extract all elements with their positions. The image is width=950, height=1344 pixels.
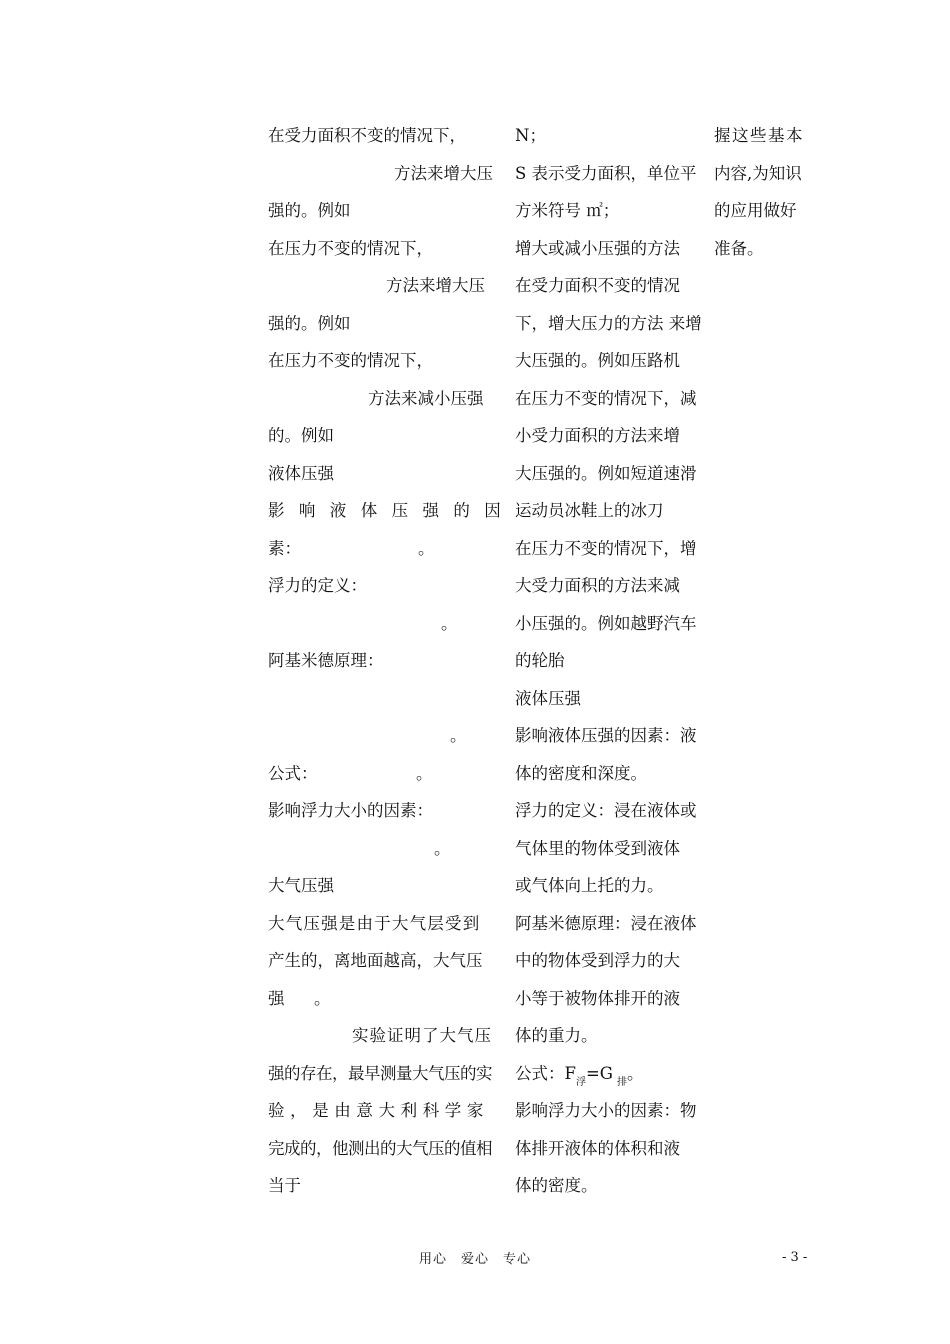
notes-column [714,117,810,267]
text-line: 的轮胎 [515,651,565,670]
text-line [268,680,500,718]
text-line: 大受力面积的方法来减 [515,576,680,595]
text-line: 体排开液体的体积和液 [515,1138,680,1158]
answer-column [515,117,701,1205]
text-line: 或气体向上托的力。 [515,876,664,895]
text-line: 小压强的。例如越野汽车 [515,613,697,633]
text-line: 下，增大压力的方法 来增 [515,313,702,333]
text-line [268,980,500,1018]
text-line: 中的物体受到浮力的大 [515,951,680,970]
formula-text: 。 [626,1063,644,1083]
section-heading: 液体压强 [268,463,334,483]
text-line: 强的。例如 [268,201,351,220]
text-fragment: 强 [268,988,285,1008]
text-line: 影响液体压强的因素：液 [515,726,697,745]
text-line: 握这些基本 [714,126,804,145]
page-footer-motto: 用心 爱心 专心 [418,1252,531,1267]
text-fragment: 。 [314,988,331,1008]
text-line: 实验证明了大气压 [352,1026,492,1045]
text-line: 方法来增大压 [386,276,485,295]
text-line: 验，是由意大利科学家 [268,1101,489,1120]
text-line: 方米符号 ㎡； [515,201,620,220]
text-fragment: 。 [441,613,458,633]
text-line: 在压力不变的情况下， [268,238,433,258]
text-line: 浮力的定义：浸在液体或 [515,801,697,820]
text-line: 在受力面积不变的情况 [515,276,680,295]
formula-text: 公式：F [515,1063,576,1083]
text-line: 大气压强是由于大气层受到 [268,913,481,933]
text-line [268,605,500,643]
text-line: 产生的，离地面越高，大气压 [268,951,483,970]
text-fragment: 公式： [268,763,318,783]
text-fragment: 。 [450,726,467,745]
text-line: 在受力面积不变的情况下， [268,126,466,145]
text-line: 准备。 [714,238,764,258]
text-line: 体的重力。 [515,1026,598,1045]
text-line [268,830,500,868]
section-heading: 液体压强 [515,688,581,708]
text-line: 影响浮力大小的因素： [268,801,433,820]
formula-line [515,1055,701,1093]
text-line: 体的密度和深度。 [515,763,647,783]
text-line: 强的。例如 [268,313,351,333]
text-line: S 表示受力面积，单位平 [515,163,697,183]
text-line [268,530,500,568]
text-fragment: 。 [418,538,435,558]
text-line: 在压力不变的情况下，增 [515,538,697,558]
formula-subscript: 浮 [575,1076,586,1088]
text-fragment: 。 [434,838,451,858]
text-line: 方法来增大压 [394,163,493,183]
text-line: 的应用做好 [714,201,797,220]
text-line: 小等于被物体排开的液 [515,988,680,1008]
text-line: 方法来减小压强 [368,388,484,408]
text-line: 完成的，他测出的大气压的值相 [268,1138,492,1158]
text-line: 的。例如 [268,426,334,445]
text-line [268,755,500,793]
formula-subscript: 排 [616,1076,627,1088]
text-line: 内容,为知识 [714,163,802,183]
text-line: 当于 [268,1176,301,1195]
text-line: 强的存在，最早测量大气压的实 [268,1063,492,1083]
text-line: 大压强的。例如压路机 [515,351,680,370]
text-fragment: 素： [268,538,301,558]
formula-text: =G [585,1063,613,1083]
text-line: 小受力面积的方法来增 [515,426,680,445]
text-line: 体的密度。 [515,1176,598,1195]
text-line: N； [515,126,546,145]
text-line: 阿基米德原理： [268,651,384,670]
text-line: 运动员冰鞋上的冰刀 [515,501,664,520]
section-heading: 增大或减小压强的方法 [515,238,680,258]
text-line: 影响液体压强的因 [268,501,516,520]
text-line: 影响浮力大小的因素：物 [515,1101,697,1120]
text-line: 在压力不变的情况下， [268,351,433,370]
text-line [268,717,500,755]
text-line: 浮力的定义： [268,576,367,595]
page-number: - 3 - [782,1250,808,1265]
section-heading: 大气压强 [268,876,334,895]
text-line: 在压力不变的情况下，减 [515,388,697,408]
question-column [268,117,516,1205]
text-fragment: 。 [416,763,433,783]
text-line: 气体里的物体受到液体 [515,838,680,858]
text-line: 阿基米德原理：浸在液体 [515,913,697,933]
text-line: 大压强的。例如短道速滑 [515,463,697,483]
